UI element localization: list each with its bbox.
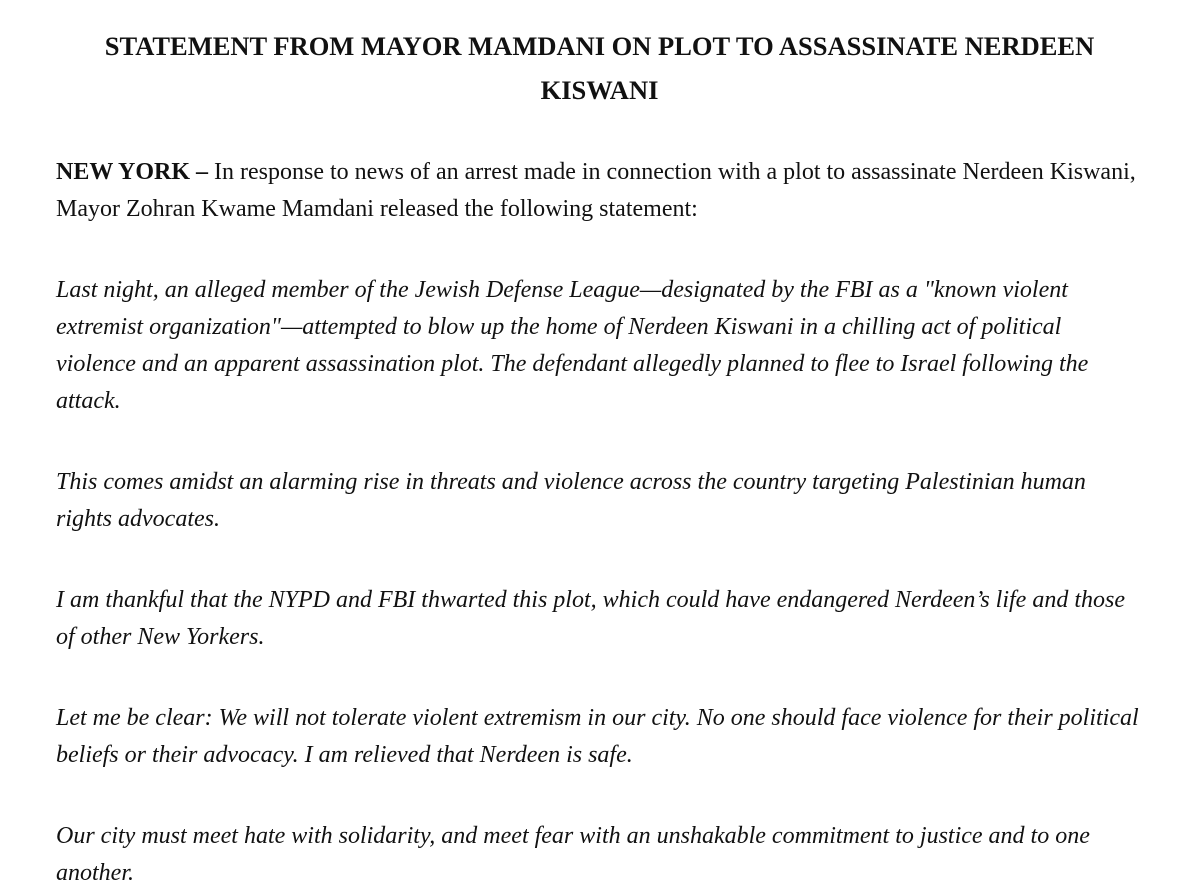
statement-paragraph-3: I am thankful that the NYPD and FBI thwarted this plot, which could have endangered Nerdeen’s life and those of other New Yorkers. xyxy=(56,587,1125,650)
page-title: STATEMENT FROM MAYOR MAMDANI ON PLOT TO ASSASSINATE NERDEEN KISWANI xyxy=(104,31,1095,105)
statement-paragraph-5: Our city must meet hate with solidarity, and meet fear with an unshakable commitment to justice and to one another. xyxy=(56,823,1090,886)
lead-text: In response to news of an arrest made in connection with a plot to assassinate Nerdeen Kiswani, Mayor Zohran Kwame Mamdani released the following statement: xyxy=(56,159,1136,222)
dateline: NEW YORK – xyxy=(56,159,209,185)
statement-paragraph-1: Last night, an alleged member of the Jewish Defense League—designated by the FBI as a "known violent extremist organization"—attempted to blow up the home of Nerdeen Kiswani in a chilling act of political violence and an apparent assassination plot. The defendant allegedly planned to flee to Israel following the attack. xyxy=(56,277,1089,414)
lead-paragraph xyxy=(56,154,1143,228)
statement-paragraph-4: Let me be clear: We will not tolerate violent extremism in our city. No one should face violence for their political beliefs or their advocacy. I am relieved that Nerdeen is safe. xyxy=(56,705,1139,768)
statement-paragraph-2: This comes amidst an alarming rise in threats and violence across the country targeting Palestinian human rights advocates. xyxy=(56,469,1086,532)
